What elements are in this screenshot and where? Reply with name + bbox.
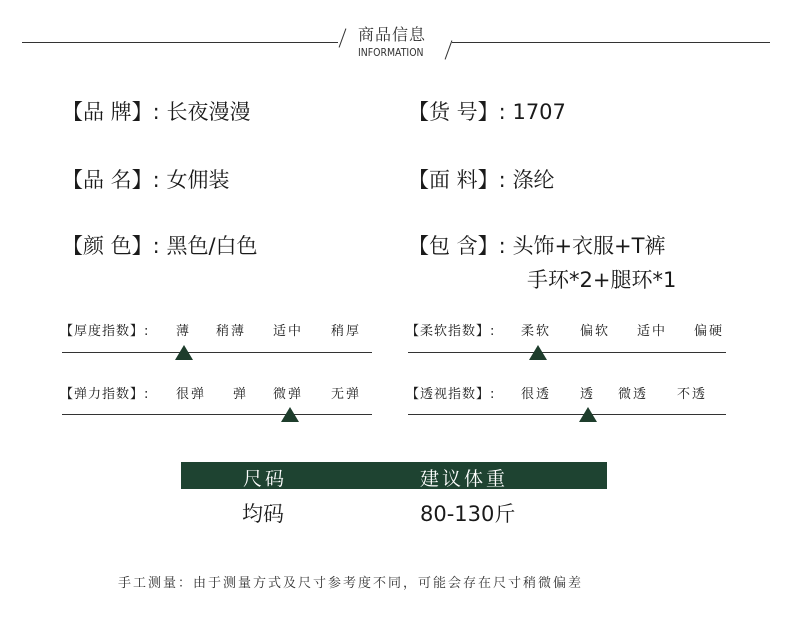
softness-option-1: 柔软: [521, 324, 552, 339]
includes-label: 【包 含】:: [408, 234, 506, 258]
header-line-left: [22, 42, 338, 43]
transparency-option-1: 很透: [521, 387, 552, 402]
includes-value-line2: 手环*2+腿环*1: [527, 268, 677, 292]
weight-value: 80-130斤: [420, 502, 516, 526]
transparency-scale-line: [408, 414, 726, 415]
weight-column-header: 建议体重: [420, 468, 509, 490]
color-label: 【颜 色】:: [62, 234, 160, 258]
header-slash-left: [339, 28, 347, 47]
softness-option-2: 偏软: [580, 324, 611, 339]
fabric-value: 涤纶: [512, 168, 555, 192]
thickness-option-1: 薄: [176, 324, 192, 339]
name-label: 【品 名】:: [62, 168, 160, 192]
thickness-option-4: 稍厚: [331, 324, 362, 339]
transparency-indicator: [579, 407, 597, 422]
fabric-label: 【面 料】:: [408, 168, 506, 192]
includes-value-line1: 头饰+衣服+T裤: [512, 234, 666, 258]
name-row: [62, 164, 229, 194]
thickness-indicator: [175, 345, 193, 360]
elasticity-option-4: 无弹: [331, 387, 362, 402]
size-column-header: 尺码: [243, 468, 288, 490]
includes-row: [408, 230, 665, 260]
thickness-scale-line: [62, 352, 372, 353]
item-no-row: [408, 96, 566, 126]
elasticity-label: 【弹力指数】:: [60, 387, 150, 402]
transparency-label: 【透视指数】:: [406, 387, 496, 402]
section-title: 商品信息: [358, 25, 427, 44]
header-slash-right: [445, 40, 453, 59]
transparency-option-2: 透: [580, 387, 596, 402]
thickness-option-3: 适中: [273, 324, 304, 339]
softness-indicator: [529, 345, 547, 360]
brand-row: [62, 96, 250, 126]
measurement-note: 手工测量：由于测量方式及尺寸参考度不同，可能会存在尺寸稍微偏差: [118, 576, 584, 591]
item-no-label: 【货 号】:: [408, 100, 506, 124]
section-subtitle: INFORMATION: [358, 46, 424, 59]
elasticity-option-3: 微弹: [273, 387, 304, 402]
transparency-option-4: 不透: [677, 387, 708, 402]
size-value: 均码: [242, 502, 284, 526]
softness-option-4: 偏硬: [694, 324, 725, 339]
color-row: [62, 230, 258, 260]
transparency-option-3: 微透: [618, 387, 649, 402]
name-value: 女佣装: [166, 168, 230, 192]
elasticity-option-2: 弹: [233, 387, 249, 402]
item-no-value: 1707: [512, 100, 566, 124]
thickness-label: 【厚度指数】:: [60, 324, 150, 339]
thickness-option-2: 稍薄: [216, 324, 247, 339]
header-line-right: [452, 42, 770, 43]
fabric-row: [408, 164, 554, 194]
softness-label: 【柔软指数】:: [406, 324, 496, 339]
elasticity-scale-line: [62, 414, 372, 415]
brand-value: 长夜漫漫: [166, 100, 251, 124]
brand-label: 【品 牌】:: [62, 100, 160, 124]
softness-scale-line: [408, 352, 726, 353]
elasticity-indicator: [281, 407, 299, 422]
elasticity-option-1: 很弹: [176, 387, 207, 402]
softness-option-3: 适中: [637, 324, 668, 339]
color-value: 黑色/白色: [166, 234, 258, 258]
